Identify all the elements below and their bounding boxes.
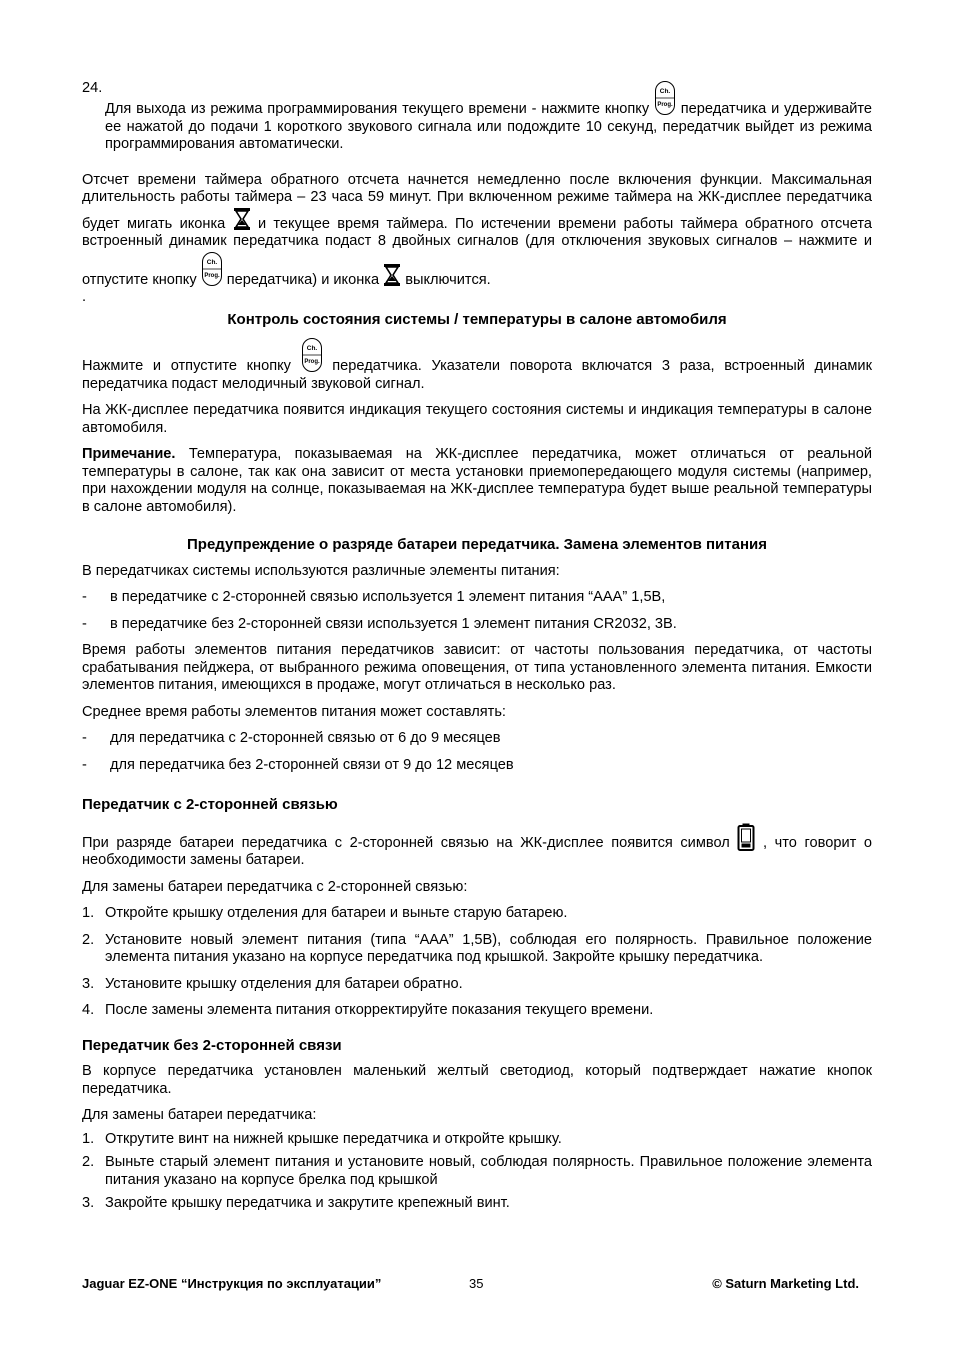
list-item-text: Выньте старый элемент питания и установите новый, соблюдая полярность. Правильное положение элемента питания указано на корпусе брелка под крышкой	[105, 1154, 872, 1188]
status-text-1b: передатчика. Указатели поворота включатся 3 раза, встроенный динамик передатчика подаст мелодичный звуковой сигнал.	[82, 358, 872, 392]
stray-dot: .	[82, 289, 87, 305]
timer-text-3: передатчика) и иконка	[226, 271, 380, 288]
list-item	[82, 757, 872, 775]
item-number: 1.	[82, 1130, 95, 1147]
dash-marker: -	[82, 589, 87, 605]
item-number: 2.	[82, 931, 95, 948]
section-title-two-way: Передатчик с 2-сторонней связью	[82, 796, 338, 813]
two-way-text-1b: , что говорит о необходимости замены батареи.	[82, 834, 872, 868]
list-item-text: Установите новый элемент питания (типа “AAA” 1,5В), соблюдая его полярность. Правильное положение элемента питания указано на корпусе передатчика под крышкой. Закройте крышку передатчика.	[105, 931, 872, 965]
two-way-paragraph-2: Для замены батареи передатчика с 2-сторонней связью:	[82, 878, 468, 895]
two-way-text-1a: При разряде батареи передатчика с 2-сторонней связью на ЖК-дисплее появится символ	[82, 834, 730, 851]
status-paragraph-2: На ЖК-дисплее передатчика появится индикация текущего состояния системы и индикация температуры в салоне автомобиля.	[82, 402, 872, 436]
status-note	[82, 446, 872, 516]
section-title-battery: Предупреждение о разряде батареи передатчика. Замена элементов питания	[187, 536, 767, 553]
ch-label: Ch.	[306, 345, 317, 352]
list-item	[82, 589, 872, 607]
note-text: Температура, показываемая на ЖК-дисплее передатчика, может отличаться от реальной температуры в салоне, так как она зависит от места установки приемопередающего модуля системы (например, при нахождении модуля на солнце, показываемая на ЖК-дисплее температура будет выше реальной температуры в салоне автомобиля).	[82, 446, 872, 515]
list-item	[82, 976, 872, 994]
item-number: 3.	[82, 975, 95, 992]
list-item-text: в передатчике без 2-сторонней связи используется 1 элемент питания CR2032, 3В.	[110, 615, 677, 632]
item-number: 24.	[82, 80, 103, 96]
hourglass-icon	[233, 207, 251, 231]
item-number: 4.	[82, 1002, 95, 1018]
hourglass-icon	[383, 263, 401, 287]
status-paragraph-1	[82, 337, 872, 393]
list-item	[82, 1131, 872, 1149]
timer-text-4: выключится.	[405, 271, 491, 288]
battery-paragraph-3: Среднее время работы элементов питания может составлять:	[82, 703, 506, 720]
item-24-text-1: Для выхода из режима программирования текущего времени - нажмите кнопку	[105, 101, 650, 117]
ch-prog-button-icon	[201, 251, 223, 287]
note-label: Примечание.	[82, 446, 176, 462]
one-way-paragraph-2: Для замены батареи передатчика:	[82, 1107, 317, 1123]
timer-text-1: Отсчет времени таймера обратного отсчета начнется немедленно после включения функции. Максимальная длительность работы таймера – 23 часа 59 минут. При включенном режиме таймера на ЖК-дисплее передатчика будет мигать иконка	[82, 171, 872, 232]
list-item-text: Установите крышку отделения для батареи обратно.	[105, 975, 463, 992]
dash-marker: -	[82, 756, 87, 773]
item-24-text-2: передатчика и удерживайте ее нажатой до подачи 1 короткого звукового сигнала или подождите 10 секунд, передатчик выйдет из режима программирования автоматически.	[105, 101, 873, 152]
footer-title: Jaguar EZ-ONE “Инструкция по эксплуатации”	[82, 1276, 382, 1291]
dash-marker: -	[82, 730, 87, 746]
battery-paragraph-2: Время работы элементов питания передатчиков зависит: от частоты пользования передатчика, от частоты срабатывания пейджера, от выбранного режима оповещения, от типа установленного элемента питания. Емкости элементов питания, имеющихся в продаже, могут отличаться в несколько раз.	[82, 642, 872, 693]
list-item	[82, 932, 872, 967]
item-number: 2.	[82, 1154, 95, 1170]
list-item-text: для передатчика без 2-сторонней связи от 9 до 12 месяцев	[110, 756, 514, 773]
timer-text-2: и текущее время таймера. По истечении времени работы таймера обратного отсчета встроенный динамик передатчика подаст 8 двойных сигналов (для отключения звуковых сигналов – нажмите и отпустите кнопку	[82, 215, 872, 288]
item-24	[82, 80, 872, 154]
ch-prog-button-icon	[654, 80, 676, 116]
ch-prog-button-icon	[301, 337, 323, 373]
section-title-one-way: Передатчик без 2-сторонней связи	[82, 1036, 342, 1054]
item-number: 3.	[82, 1195, 95, 1211]
one-way-paragraph-1: В корпусе передатчика установлен маленький желтый светодиод, который подтверждает нажатие кнопок передатчика.	[82, 1063, 872, 1097]
prog-label: Prog.	[303, 359, 320, 365]
item-number: 1.	[82, 905, 95, 921]
ch-label: Ch.	[659, 88, 671, 95]
list-item	[82, 1195, 872, 1213]
list-item	[82, 905, 872, 923]
list-item-text: в передатчике с 2-сторонней связью используется 1 элемент питания “AAA” 1,5В,	[110, 589, 666, 605]
document-page	[82, 80, 872, 1213]
battery-icon	[737, 823, 755, 851]
status-text-1a: Нажмите и отпустите кнопку	[82, 358, 291, 374]
prog-label: Prog.	[204, 272, 220, 279]
dash-marker: -	[82, 615, 87, 632]
list-item-text: для передатчика с 2-сторонней связью от 6 до 9 месяцев	[110, 730, 501, 746]
prog-label: Prog.	[657, 102, 673, 108]
two-way-paragraph-1	[82, 823, 872, 870]
list-item-text: Открутите винт на нижней крышке передатчика и откройте крышку.	[105, 1130, 562, 1147]
list-item	[82, 616, 872, 634]
list-item-text: Откройте крышку отделения для батареи и выньте старую батарею.	[105, 905, 568, 921]
footer-copyright: © Saturn Marketing Ltd.	[712, 1276, 859, 1291]
battery-paragraph-1: В передатчиках системы используются различные элементы питания:	[82, 562, 560, 579]
list-item	[82, 730, 872, 748]
list-item-text: После замены элемента питания откорректируйте показания текущего времени.	[105, 1002, 654, 1018]
list-item	[82, 1002, 872, 1020]
list-item	[82, 1154, 872, 1189]
list-item-text: Закройте крышку передатчика и закрутите крепежный винт.	[105, 1195, 510, 1211]
section-title-status: Контроль состояния системы / температуры в салоне автомобиля	[227, 310, 727, 328]
page-number: 35	[469, 1276, 484, 1291]
timer-paragraph	[82, 172, 872, 290]
ch-label: Ch.	[206, 258, 217, 266]
